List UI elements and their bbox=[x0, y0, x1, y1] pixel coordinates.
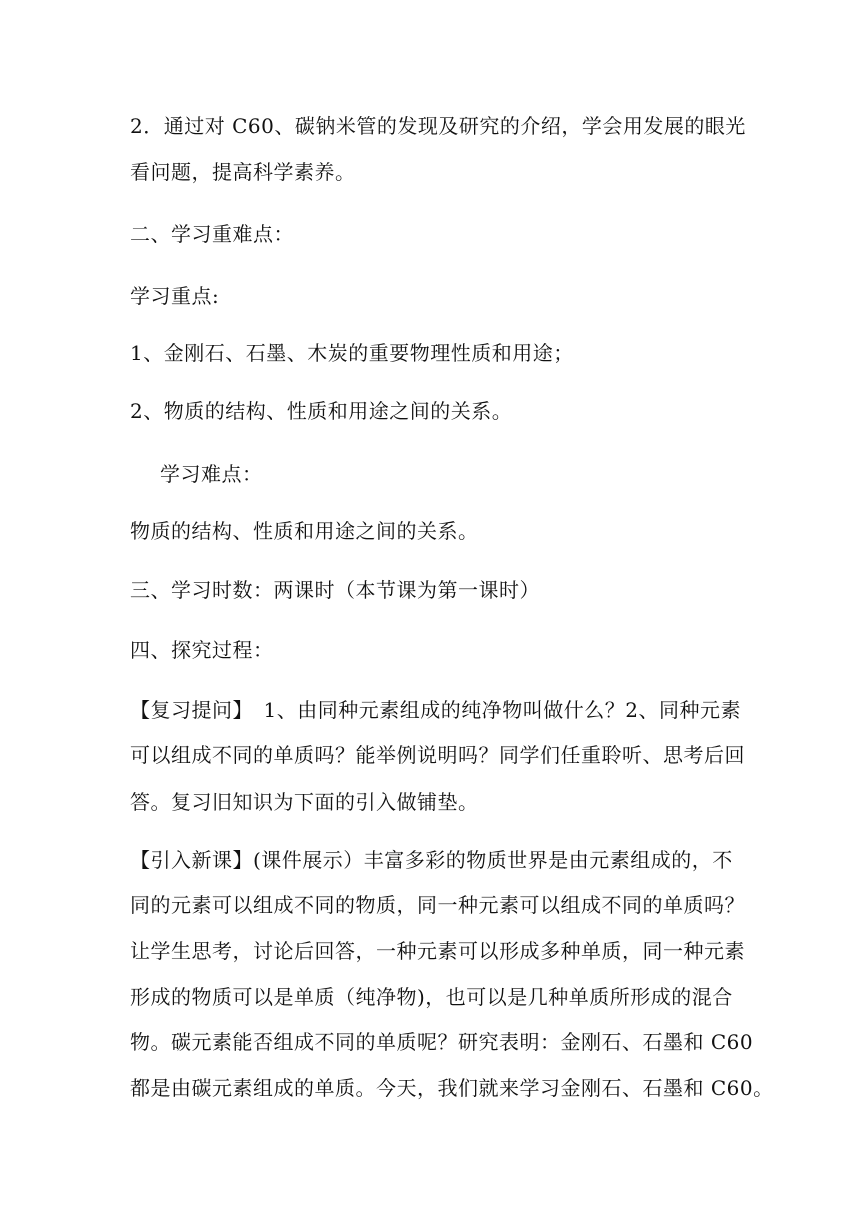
section-heading-key-points: 二、学习重难点： bbox=[130, 222, 294, 246]
goal-2-line-2: 看问题，提高科学素养。 bbox=[130, 160, 356, 184]
section-heading-process: 四、探究过程： bbox=[130, 638, 274, 662]
intro-paragraph-line-6: 都是由碳元素组成的单质。今天，我们就来学习金刚石、石墨和 C60。 bbox=[130, 1076, 774, 1100]
subheading-difficulty: 学习难点： bbox=[160, 462, 263, 486]
review-paragraph-line-2: 可以组成不同的单质吗？能举例说明吗？同学们任重聆听、思考后回 bbox=[130, 743, 745, 767]
review-paragraph-line-3: 答。复习旧知识为下面的引入做铺垫。 bbox=[130, 790, 479, 814]
intro-paragraph-line-5: 物。碳元素能否组成不同的单质呢？研究表明：金刚石、石墨和 C60 bbox=[130, 1030, 754, 1054]
goal-2-line-1: 2．通过对 C60、碳钠米管的发现及研究的介绍，学会用发展的眼光 bbox=[130, 114, 746, 138]
subheading-focus: 学习重点: bbox=[130, 284, 220, 308]
section-heading-hours: 三、学习时数：两课时（本节课为第一课时） bbox=[130, 578, 540, 602]
intro-paragraph-line-3: 让学生思考，讨论后回答，一种元素可以形成多种单质，同一种元素 bbox=[130, 939, 745, 963]
focus-item-2: 2、物质的结构、性质和用途之间的关系。 bbox=[130, 399, 513, 423]
intro-paragraph-line-4: 形成的物质可以是单质（纯净物)，也可以是几种单质所形成的混合 bbox=[130, 985, 733, 1009]
focus-item-1: 1、金刚石、石墨、木炭的重要物理性质和用途； bbox=[130, 341, 574, 365]
difficulty-text: 物质的结构、性质和用途之间的关系。 bbox=[130, 519, 479, 543]
intro-paragraph-line-1: 【引入新课】(课件展示）丰富多彩的物质世界是由元素组成的，不 bbox=[130, 848, 733, 872]
intro-paragraph-line-2: 同的元素可以组成不同的物质，同一种元素可以组成不同的单质吗？ bbox=[130, 893, 745, 917]
review-paragraph-line-1: 【复习提问】 1、由同种元素组成的纯净物叫做什么？2、同种元素 bbox=[130, 698, 741, 722]
